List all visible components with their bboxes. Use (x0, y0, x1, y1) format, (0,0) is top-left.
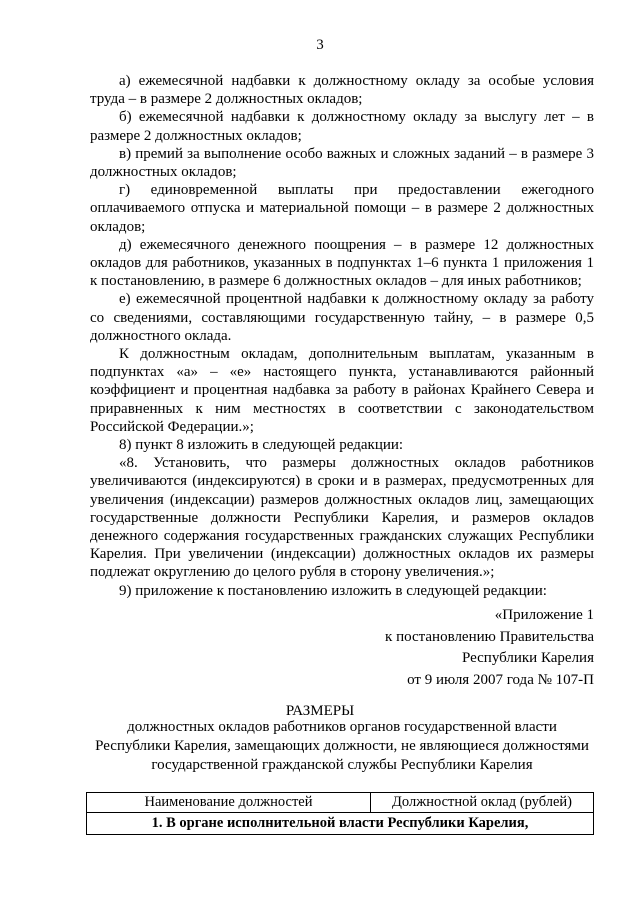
paragraph-item-8-text: «8. Установить, что размеры должностных окладов работников увеличиваются (индексируются) в сроки и в размерах, предусмотренных для увеличения (индексации) размеров должностных окладов лиц, замещающих государственные должности Республики Карелия, и размеров окладов денежного содержания государственных гражданских служащих Республики Карелия. При увеличении (индексации) должностных окладов их размеры подлежат округлению до целого рубля в сторону увеличения.»; (90, 455, 594, 581)
appendix-line: «Приложение 1 (494, 607, 594, 623)
document-title: РАЗМЕРЫ (285, 703, 355, 719)
paragraph-d: д) ежемесячного денежного поощрения – в размере 12 должностных окладов для работников, указанных в подпунктах 1–6 пункта 1 приложения 1 к постановлению, в размере 6 должностных окладов – для иных работников; (90, 236, 594, 290)
paragraph-a: а) ежемесячной надбавки к должностному окладу за особые условия труда – в размере 2 должностных окладов; (90, 73, 594, 108)
page-number: 3 (316, 37, 324, 53)
salary-table (86, 792, 594, 835)
paragraph-e: е) ежемесячной процентной надбавки к должностному окладу за работу со сведениями, составляющими государственную тайну, – в размере 0,5 должностного оклада. (90, 291, 594, 344)
column-header-salary: Должностной оклад (рублей) (371, 793, 594, 813)
document-body (90, 72, 594, 600)
paragraph-official-salaries: К должностным окладам, дополнительным выплатам, указанным в подпунктах «а» – «е» настоящего пункта, устанавливаются районный коэффициент и процентная надбавка за работу в районах Крайнего Севера и приравненных к ним местностях в соответствии с законодательством Российской Федерации.»; (90, 346, 594, 435)
table-section-heading: 1. В органе исполнительной власти Республики Карелия, (87, 813, 594, 835)
appendix-line: от 9 июля 2007 года № 107-П (407, 671, 594, 688)
paragraph-g: г) единовременной выплаты при предоставлении ежегодного оплачиваемого отпуска и материальной помощи – в размере 2 должностных окладов; (90, 182, 594, 235)
paragraph-b: б) ежемесячной надбавки к должностному окладу за выслугу лет – в размере 2 должностных окладов; (90, 109, 594, 144)
paragraph-item-8-intro: 8) пункт 8 изложить в следующей редакции: (119, 437, 404, 454)
paragraph-v: в) премий за выполнение особо важных и сложных заданий – в размере 3 должностных окладов; (90, 145, 594, 181)
table-header-row (87, 793, 594, 813)
paragraph-item-9-intro: 9) приложение к постановлению изложить в следующей редакции: (119, 582, 547, 599)
appendix-line: к постановлению Правительства (385, 628, 594, 645)
appendix-approval-block (385, 605, 594, 691)
appendix-line: Республики Карелия (461, 650, 594, 666)
column-header-position: Наименование должностей (87, 793, 371, 813)
table-row (87, 813, 594, 835)
document-subtitle: должностных окладов работников органов государственной власти Республики Карелия, замещающих должности, не являющиеся должностями государственной гражданской службы Республики Карелия (95, 719, 589, 773)
